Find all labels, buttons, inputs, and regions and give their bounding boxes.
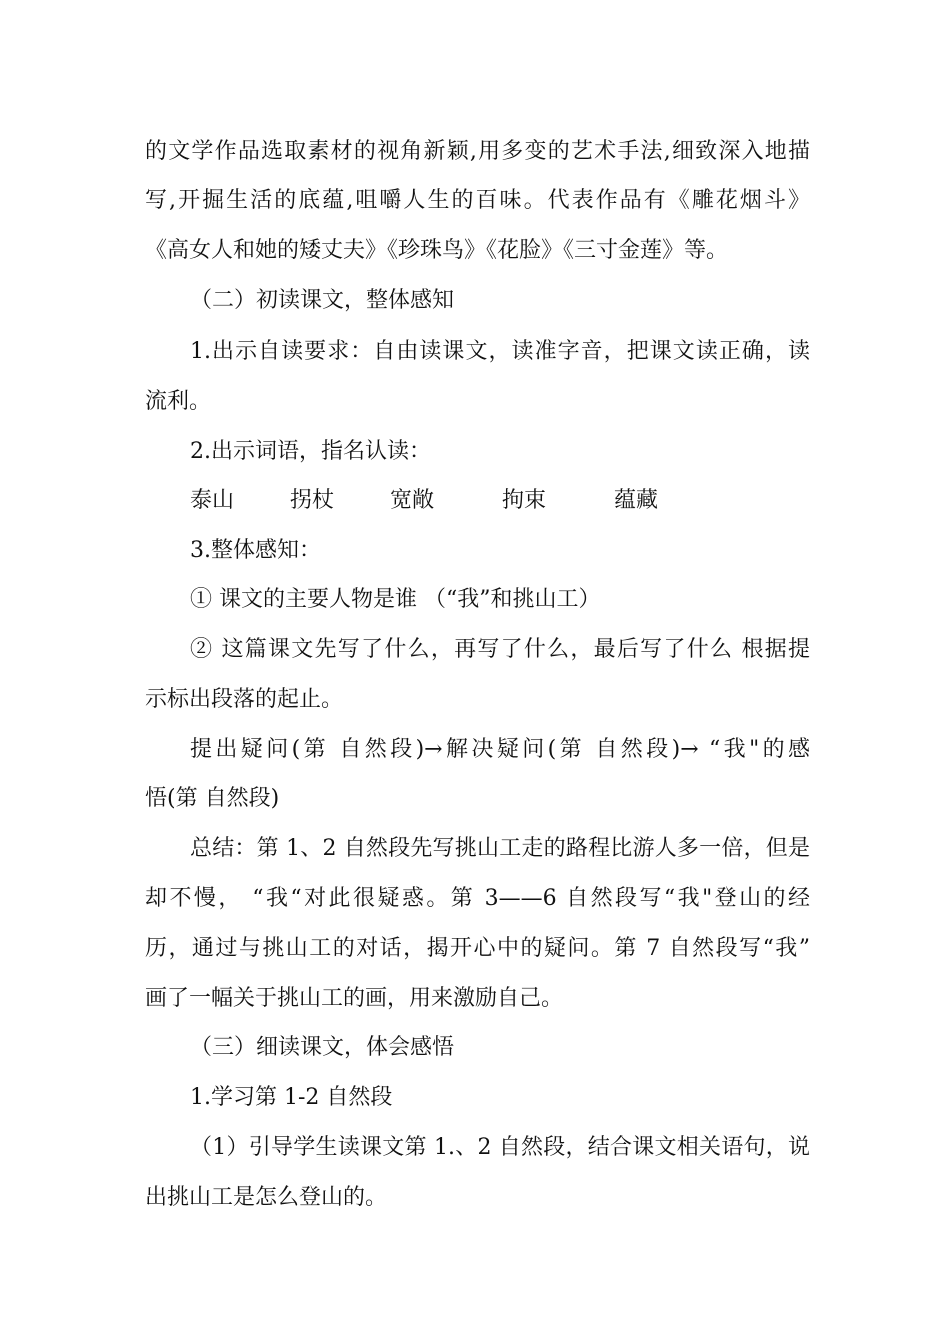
- vocabulary-word: 宽敞: [390, 488, 435, 513]
- paragraph-line: ① 课文的主要人物是谁 （“我”和挑山工）: [190, 587, 601, 612]
- paragraph-line: 总结：第 1、2 自然段先写挑山工走的路程比游人多一倍，但是: [190, 836, 810, 861]
- paragraph-line: 示标出段落的起止。: [145, 687, 344, 712]
- vocabulary-word: 蕴藏: [614, 488, 659, 513]
- paragraph-line: 提出疑问(第 自然段)→解决疑问(第 自然段)→ “我"的感: [190, 737, 810, 762]
- paragraph-line: 《高女人和她的矮丈夫》《珍珠鸟》《花脸》《三寸金莲》等。: [145, 238, 729, 263]
- paragraph-line: 2.出示词语，指名认读：: [190, 439, 431, 464]
- vocabulary-word: 泰山: [190, 488, 235, 513]
- paragraph-line: 的文学作品选取素材的视角新颖,用多变的艺术手法,细致深入地描: [145, 139, 810, 164]
- paragraph-line: 却不慢， “我“对此很疑惑。第 3——6 自然段写“我"登山的经: [145, 886, 810, 911]
- section-heading: （三）细读课文，体会感悟: [190, 1035, 455, 1060]
- paragraph-line: 3.整体感知：: [190, 538, 321, 563]
- paragraph-line: 画了一幅关于挑山工的画，用来激励自己。: [145, 986, 564, 1011]
- vocabulary-word: 拐杖: [290, 488, 335, 513]
- paragraph-line: 出挑山工是怎么登山的。: [145, 1185, 388, 1210]
- paragraph-line: 历，通过与挑山工的对话，揭开心中的疑问。第 7 自然段写“我”: [145, 936, 810, 961]
- paragraph-line: 写,开掘生活的底蕴,咀嚼人生的百味。代表作品有《雕花烟斗》: [145, 188, 810, 213]
- paragraph-line: ② 这篇课文先写了什么，再写了什么，最后写了什么 根据提: [190, 637, 810, 662]
- paragraph-line: 1.出示自读要求：自由读课文，读准字音，把课文读正确，读: [190, 339, 810, 364]
- paragraph-line: （1）引导学生读课文第 1.、2 自然段，结合课文相关语句，说: [190, 1135, 810, 1160]
- paragraph-line: 流利。: [145, 389, 212, 414]
- paragraph-line: 悟(第 自然段): [145, 786, 280, 811]
- vocabulary-word: 拘束: [502, 488, 547, 513]
- section-heading: （二）初读课文，整体感知: [190, 288, 455, 313]
- paragraph-line: 1.学习第 1-2 自然段: [190, 1085, 393, 1110]
